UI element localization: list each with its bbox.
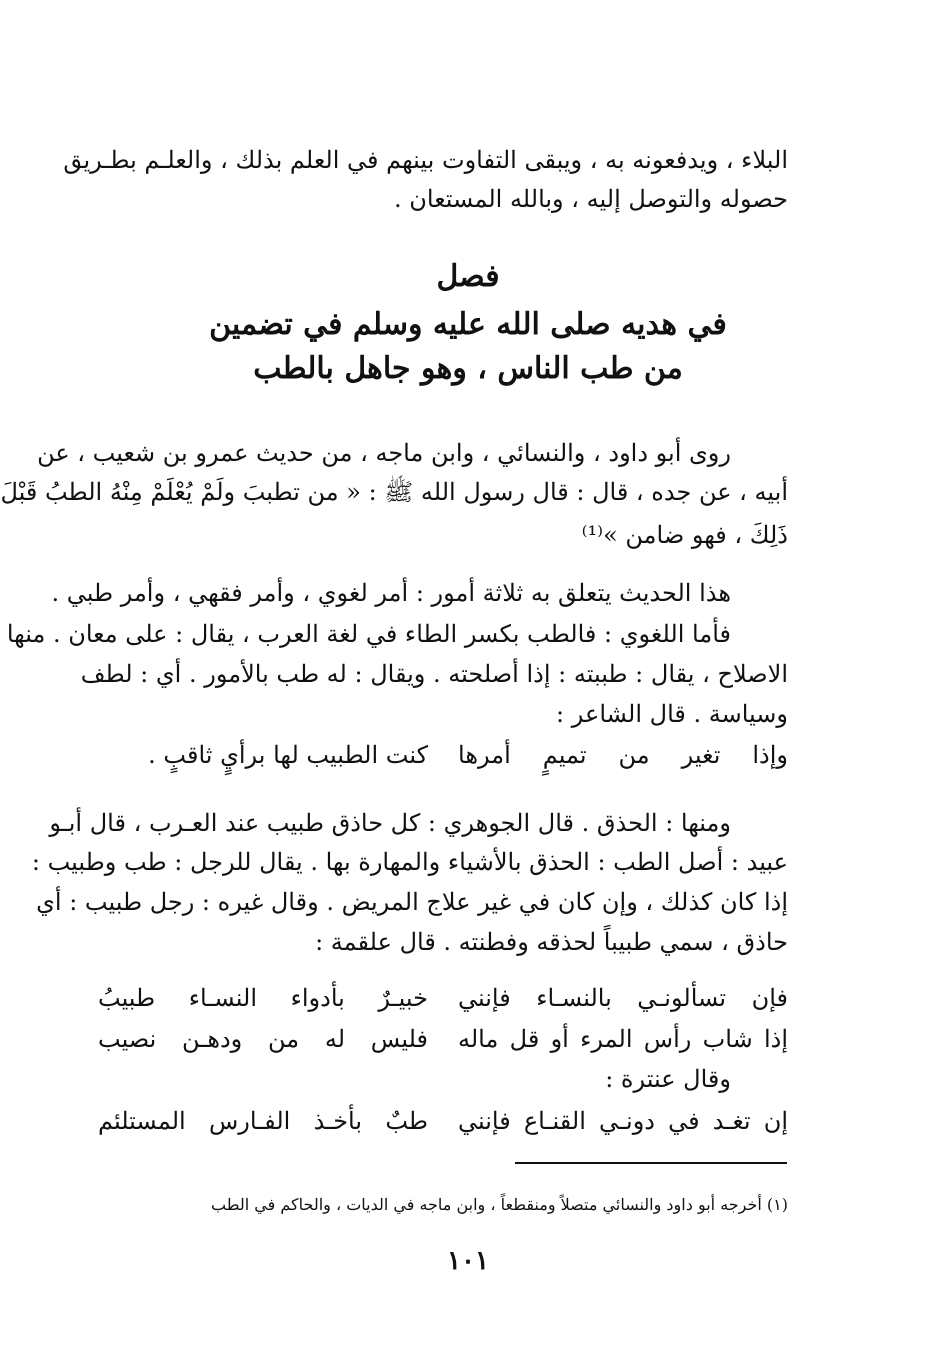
- footnote-separator: [515, 1162, 787, 1164]
- verse-1-first-hemistich: وإذا تغير من تميمٍ أمرها: [458, 741, 788, 769]
- section-heading-line-2: في هديه صلى الله عليه وسلم في تضمين: [209, 307, 727, 342]
- verse-4-first-hemistich: إن تغـد في دونـي القنـاع فإنني: [458, 1107, 788, 1135]
- para2-line-1: ومنها : الحذق . قال الجوهري : كل حاذق طبيب عند العـرب ، قال أبـو: [49, 809, 731, 837]
- intro-line-1: البلاء ، ويدفعونه به ، ويبقى التفاوت بينهم في العلم بذلك ، والعلـم بطـريق: [63, 146, 788, 174]
- para2-line-3: إذا كان كذلك ، وإن كان في غير علاج المريض . وقال غيره : رجل طبيب : أي: [36, 888, 788, 916]
- para2-line-2: عبيد : أصل الطب : الحذق بالأشياء والمهارة بها . يقال للرجل : طب وطبيب :: [31, 848, 788, 876]
- verse-2-second-hemistich: خبيـرٌ بأدواء النسـاء طبيبُ: [98, 984, 428, 1012]
- hadith-line-2: أبيه ، عن جده ، قال : قال رسول الله ﷺ : « من تطببَ ولَمْ يُعْلَمْ مِنْهُ الطبُ قَبْلَ: [0, 478, 788, 506]
- hadith-line-1: روى أبو داود ، والنسائي ، وابن ماجه ، من حديث عمرو بن شعيب ، عن: [37, 439, 731, 467]
- antara-intro: وقال عنترة :: [605, 1065, 731, 1093]
- intro-line-2: حصوله والتوصل إليه ، وبالله المستعان .: [394, 185, 788, 213]
- verse-3-second-hemistich: فليس له من ودهـن نصيب: [98, 1025, 428, 1053]
- section-heading-line-3: من طب الناس ، وهو جاهل بالطب: [253, 351, 683, 386]
- verse-4-second-hemistich: طبٌ بأخـذ الفـارس المستلئم: [98, 1107, 428, 1135]
- verse-1-second-hemistich: كنت الطبيب لها برأيٍ ثاقبٍ .: [148, 741, 428, 769]
- para1-line-2: فأما اللغوي : فالطب بكسر الطاء في لغة العرب ، يقال : على معان . منها: [6, 620, 731, 648]
- verse-3-first-hemistich: إذا شاب رأس المرء أو قل ماله: [458, 1025, 788, 1053]
- para1-line-1: هذا الحديث يتعلق به ثلاثة أمور : أمر لغوي ، وأمر فقهي ، وأمر طبي .: [51, 579, 731, 607]
- verse-2-first-hemistich: فإن تسألونـي بالنسـاء فإنني: [458, 984, 788, 1012]
- page-number: ١٠١: [447, 1246, 489, 1276]
- para2-line-4: حاذق ، سمي طبيباً لحذقه وفطنته . قال علقمة :: [315, 928, 788, 956]
- hadith-line-3: ذَلِكَ ، فهو ضامن »⁽¹⁾: [581, 521, 788, 549]
- para1-line-3: الاصلاح ، يقال : طببته : إذا أصلحته . ويقال : له طب بالأمور . أي : لطف: [80, 660, 788, 688]
- section-heading-title: فصل: [436, 259, 500, 294]
- para1-line-4: وسياسة . قال الشاعر :: [556, 700, 788, 728]
- footnote-1: (١) أخرجه أبو داود والنسائي متصلاً ومنقطعاً ، وابن ماجه في الديات ، والحاكم في الطب: [211, 1195, 788, 1214]
